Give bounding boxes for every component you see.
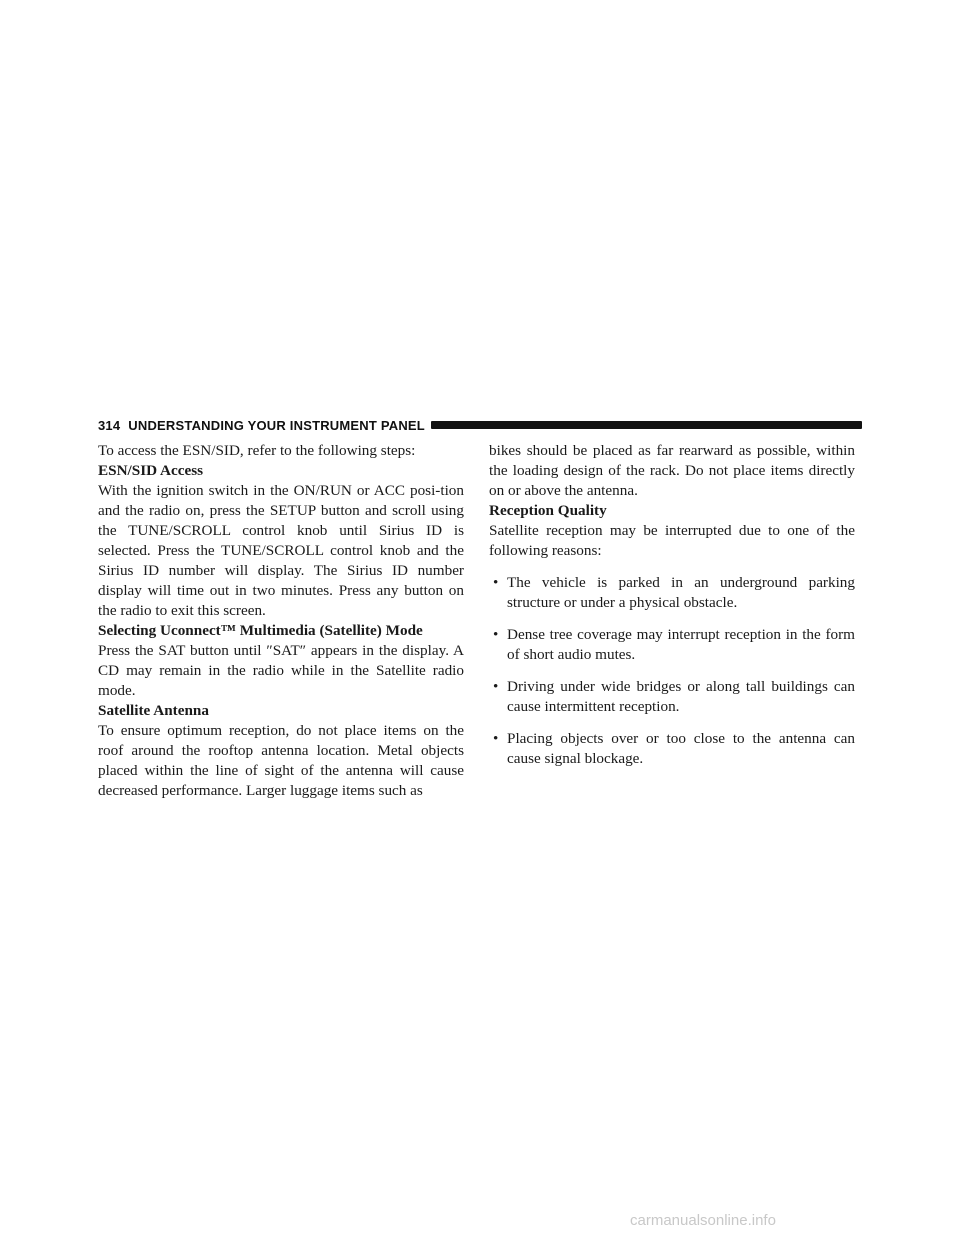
satellite-mode-heading: Selecting Uconnect™ Multimedia (Satellite) Mode: [98, 622, 423, 639]
list-item-text: Placing objects over or too close to the antenna can cause signal blockage.: [507, 730, 855, 767]
satellite-antenna-heading: Satellite Antenna: [98, 702, 209, 719]
list-item: [489, 573, 855, 613]
antenna-continued-paragraph: bikes should be placed as far rearward as possible, within the loading design of the rack. Do not place items directly on or above the antenna.: [489, 442, 855, 499]
list-item: [489, 677, 855, 717]
intro-paragraph: To access the ESN/SID, refer to the following steps:: [98, 442, 416, 459]
watermark: carmanualsonline.info: [630, 1212, 776, 1229]
satellite-antenna-paragraph: To ensure optimum reception, do not place items on the roof around the rooftop antenna location. Metal objects placed within the line of sight of the antenna will cause decreased performance. Larger luggage items such as: [98, 722, 464, 799]
list-item: [489, 625, 855, 665]
bullet-icon: •: [493, 574, 499, 591]
section-title: UNDERSTANDING YOUR INSTRUMENT PANEL: [128, 417, 425, 433]
page-number: 314: [98, 417, 121, 433]
reception-quality-paragraph: Satellite reception may be interrupted due to one of the following reasons:: [489, 522, 855, 559]
left-column: [98, 441, 464, 801]
list-item: [489, 729, 855, 769]
esn-sid-paragraph: With the ignition switch in the ON/RUN or ACC posi-tion and the radio on, press the SETUP button and scroll using the TUNE/SCROLL control knob until Sirius ID is selected. Press the TUNE/SCROLL control knob and the Sirius ID number will display. The Sirius ID number display will time out in two minutes. Press any button on the radio to exit this screen.: [98, 482, 464, 619]
reception-reasons-list: [489, 573, 855, 769]
list-item-text: The vehicle is parked in an underground parking structure or under a physical obstacle.: [507, 574, 855, 611]
bullet-icon: •: [493, 730, 499, 747]
bullet-icon: •: [493, 626, 499, 643]
reception-quality-heading: Reception Quality: [489, 502, 607, 519]
right-column: [489, 441, 855, 781]
header-rule: [431, 421, 862, 429]
list-item-text: Dense tree coverage may interrupt reception in the form of short audio mutes.: [507, 626, 855, 663]
satellite-mode-paragraph: Press the SAT button until ″SAT″ appears in the display. A CD may remain in the radio while in the Satellite radio mode.: [98, 642, 464, 699]
list-item-text: Driving under wide bridges or along tall buildings can cause intermittent reception.: [507, 678, 855, 715]
esn-sid-heading: ESN/SID Access: [98, 462, 204, 479]
bullet-icon: •: [493, 678, 499, 695]
page-header: [98, 415, 862, 435]
